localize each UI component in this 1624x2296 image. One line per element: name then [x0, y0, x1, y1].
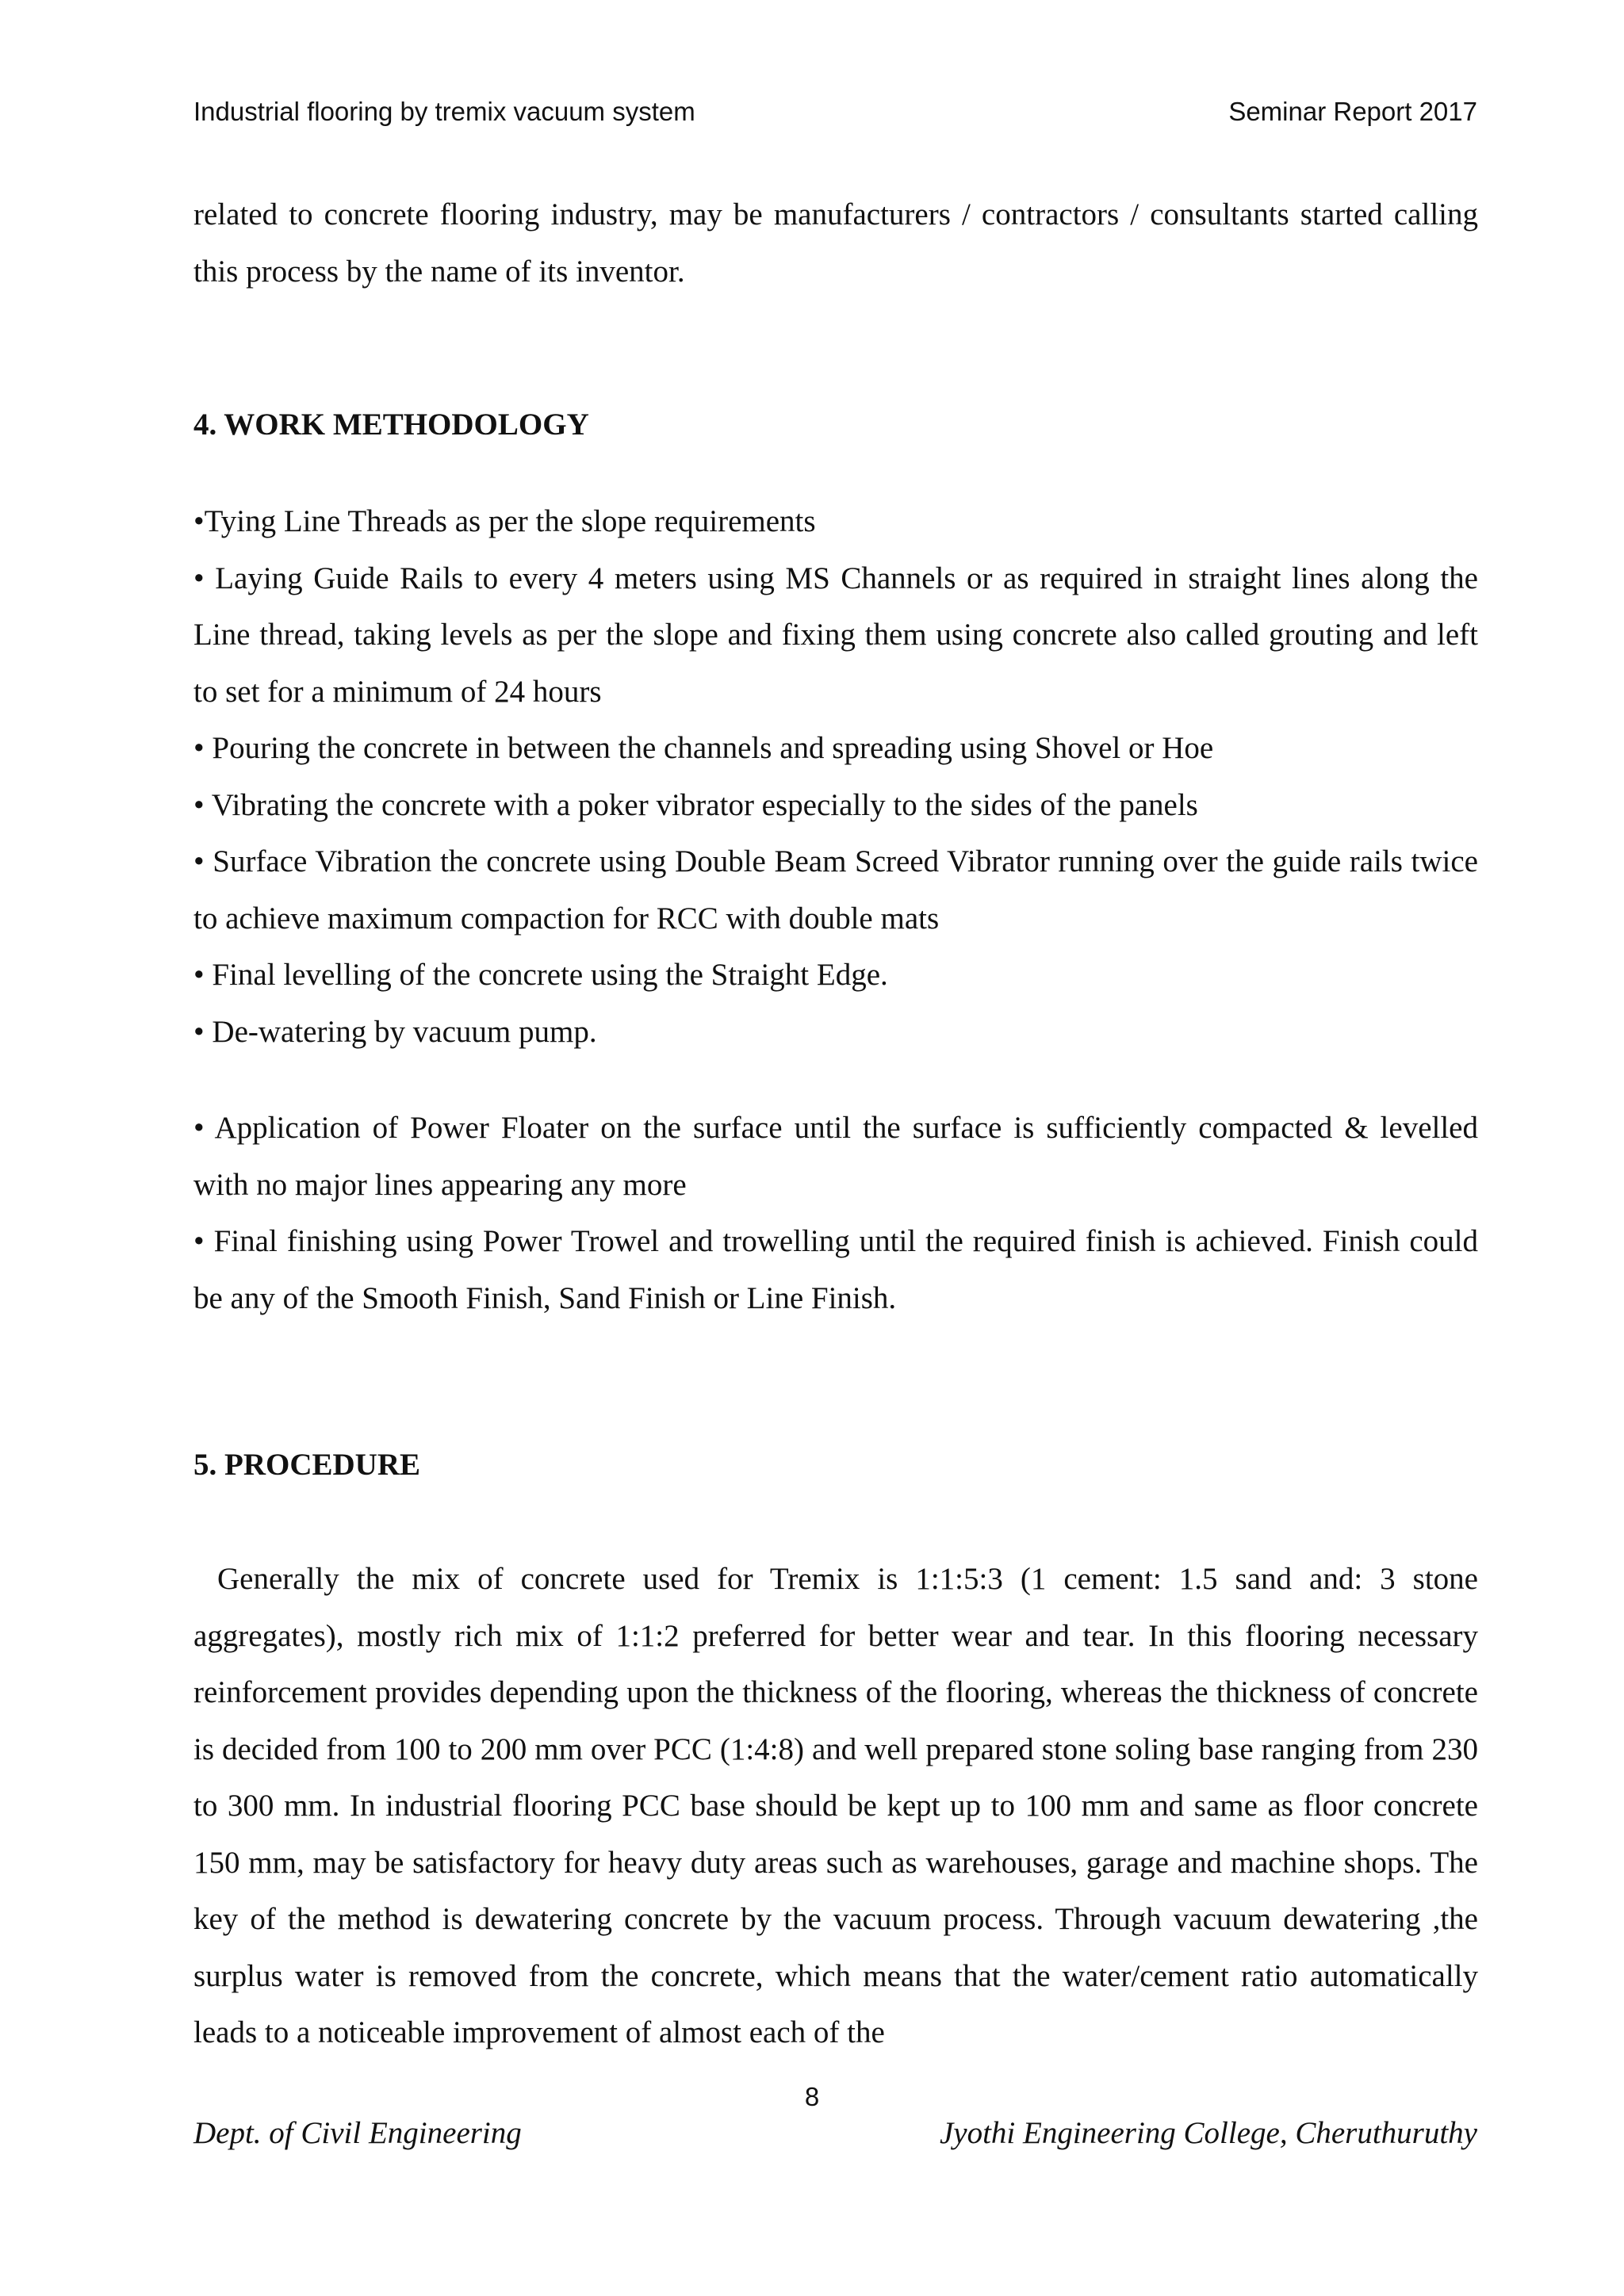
methodology-bullet: • Final finishing using Power Trowel and trowelling until the required finish is achieved. Finish could be any of the Smooth Finish, Sand Finish or Line Finish. [193, 1224, 1478, 1315]
methodology-bullet: •Tying Line Threads as per the slope requirements [193, 504, 816, 538]
methodology-bullet: • Laying Guide Rails to every 4 meters using MS Channels or as required in straight lines along the Line thread, taking levels as per the slope and fixing them using concrete also called grouting and left to set for a minimum of 24 hours [193, 561, 1478, 709]
section-5 [193, 1437, 1478, 1494]
section-4-heading: 4. WORK METHODOLOGY [193, 408, 589, 442]
section-4 [193, 396, 1478, 453]
section-4-list-b [193, 1100, 1478, 1326]
footer-department: Dept. of Civil Engineering [193, 2116, 522, 2150]
methodology-bullet: • Vibrating the concrete with a poker vibrator especially to the sides of the panels [193, 787, 1198, 822]
section-5-heading: 5. PROCEDURE [193, 1448, 421, 1482]
footer-college: Jyothi Engineering College, Cheruthuruthy [939, 2116, 1477, 2150]
methodology-bullet: • Application of Power Floater on the surface until the surface is sufficiently compacted & levelled with no major lines appearing any more [193, 1111, 1478, 1202]
intro-block [193, 186, 1478, 300]
header-title: Industrial flooring by tremix vacuum system [193, 97, 695, 126]
section-5-body [193, 1551, 1478, 2061]
methodology-bullet: • De-watering by vacuum pump. [193, 1014, 597, 1049]
header-report-year: Seminar Report 2017 [1228, 97, 1477, 126]
methodology-bullet: • Surface Vibration the concrete using Double Beam Screed Vibrator running over the guide rails twice to achieve maximum compaction for RCC with double mats [193, 844, 1478, 936]
methodology-bullet: • Final levelling of the concrete using the Straight Edge. [193, 958, 888, 992]
running-header [193, 97, 1477, 127]
procedure-paragraph: Generally the mix of concrete used for Tremix is 1:1:5:3 (1 cement: 1.5 sand and: 3 stone aggregates), mostly rich mix of 1:1:2 preferred for better wear and tear. In this flooring necessary reinforcement provides depending upon the thickness of the flooring, whereas the thickness of concrete is decided from 100 to 200 mm over PCC (1:4:8) and well prepared stone soling base ranging from 230 to 300 mm. In industrial flooring PCC base should be kept up to 100 mm and same as floor concrete 150 mm, may be satisfactory for heavy duty areas such as warehouses, garage and machine shops. The key of the method is dewatering concrete by the vacuum process. Through vacuum dewatering ,the surplus water is removed from the concrete, which means that the water/cement ratio automatically leads to a noticeable improvement of almost each of the [193, 1562, 1478, 2049]
section-4-list-a [193, 493, 1478, 1060]
methodology-bullet: • Pouring the concrete in between the channels and spreading using Shovel or Hoe [193, 731, 1214, 765]
running-footer [193, 2115, 1477, 2151]
intro-paragraph: related to concrete flooring industry, may be manufacturers / contractors / consultants started calling this process by the name of its inventor. [193, 197, 1478, 289]
page-number: 8 [804, 2082, 820, 2111]
